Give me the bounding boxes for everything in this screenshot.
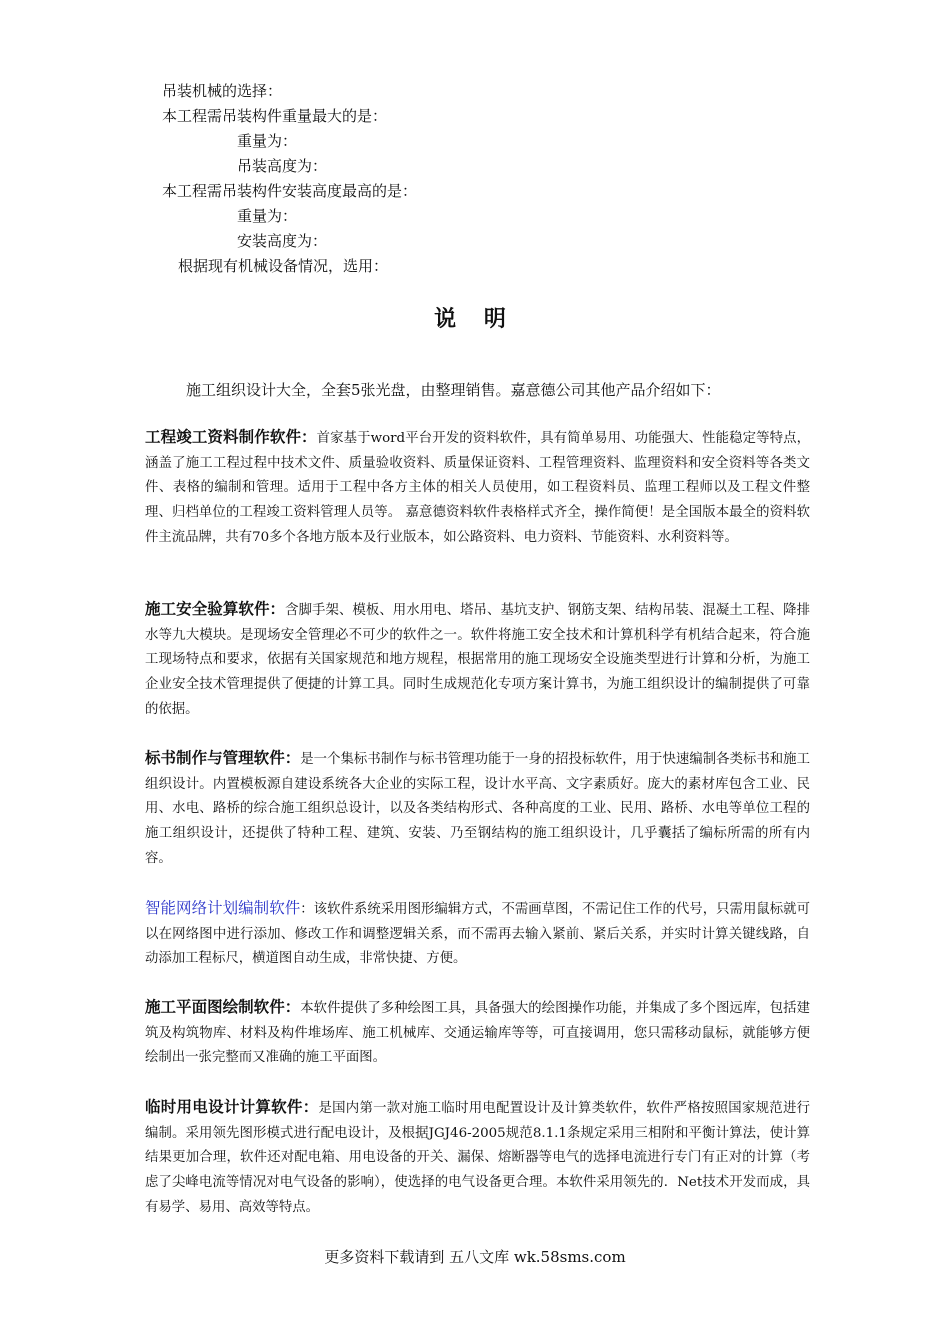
section-body: ：该软件系统采用图形编辑方式，不需画草图，不需记住工作的代号，只需用鼠标就可以在网络图中进行添加、修改工作和调整逻辑关系，而不需再去输入紧前、紧后关系，并实时计算关键线路，自动添加工程标尺，横道图自动生成，非常快捷、方便。 (145, 902, 810, 967)
section-body: 是一个集标书制作与标书管理功能于一身的招投标软件，用于快速编制各类标书和施工组织设计。内置模板源自建设系统各大企业的实际工程，设计水平高、文字素质好。庞大的素材库包含工业、民用、水电、路桥的综合施工组织总设计，以及各类结构形式、各种高度的工业、民用、路桥、水电等单位工程的施工组织设计，还提供了特种工程、建筑、安装、乃至钢结构的施工组织设计，几乎囊括了编标所需的所有内容。 (145, 752, 810, 866)
section-site-plan (145, 995, 810, 1071)
section-bid-docs (145, 746, 810, 872)
section-heading: 标书制作与管理软件： (145, 749, 301, 767)
section-heading: 施工平面图绘制软件： (145, 998, 301, 1016)
section-body: 本软件提供了多种绘图工具，具备强大的绘图操作功能，并集成了多个图远库，包括建筑及构筑物库、材料及构件堆场库、施工机械库、交通运输库等等，可直接调用，您只需移动鼠标，就能够方便绘制出一张完整而又准确的施工平面图。 (145, 1001, 810, 1066)
crane-line-5: 本工程需吊装构件安装高度最高的是： (162, 182, 418, 200)
section-heading: 工程竣工资料制作软件： (145, 428, 317, 446)
crane-line-1: 吊装机械的选择： (162, 82, 283, 100)
section-body: 是国内第一款对施工临时用电配置设计及计算类软件，软件严格按照国家规范进行编制。采用领先图形模式进行配电设计，及根据JGJ46-2005规范8.1.1条规定采用三相附和平衡计算法，使计算结果更加合理，软件还对配电箱、用电设备的开关、漏保、熔断器等电气的选择电流进行专门有正对的计算（考虑了尖峰电流等情况对电气设备的影响），使选择的电气设备更合理。本软件采用领先的．Net技术开发而成，具有易学、易用、高效等特点。 (145, 1101, 810, 1215)
page-footer: 更多资料下载请到 五八文库 wk.58sms.com (324, 1248, 626, 1266)
section-heading: 施工安全验算软件： (145, 600, 286, 618)
section-safety-calc (145, 597, 810, 723)
crane-line-7: 安装高度为： (237, 232, 328, 250)
intro-paragraph: 施工组织设计大全，全套5张光盘，由整理销售。嘉意德公司其他产品介绍如下： (186, 381, 721, 399)
crane-line-8: 根据现有机械设备情况，选用： (178, 257, 389, 275)
section-network-plan (145, 896, 810, 972)
crane-line-4: 吊装高度为： (237, 157, 328, 175)
crane-line-2: 本工程需吊装构件重量最大的是： (162, 107, 388, 125)
section-completion-docs (145, 425, 810, 551)
crane-line-3: 重量为： (237, 132, 298, 150)
section-heading: 智能网络计划编制软件 (145, 899, 301, 917)
section-heading: 临时用电设计计算软件： (145, 1098, 319, 1116)
section-body: 含脚手架、模板、用水用电、塔吊、基坑支护、钢筋支架、结构吊装、混凝土工程、降排水等九大模块。是现场安全管理必不可少的软件之一。软件将施工安全技术和计算机科学有机结合起来，符合施工现场特点和要求，依据有关国家规范和地方规程，根据常用的施工现场安全设施类型进行计算和分析，为施工企业安全技术管理提供了便捷的计算工具。同时生成规范化专项方案计算书，为施工组织设计的编制提供了可靠的依据。 (145, 603, 810, 717)
crane-line-6: 重量为： (237, 207, 298, 225)
section-temp-power (145, 1095, 810, 1221)
section-body: 首家基于word平台开发的资料软件，具有简单易用、功能强大、性能稳定等特点，涵盖了施工工程过程中技术文件、质量验收资料、质量保证资料、工程管理资料、监理资料和安全资料等各类文件、表格的编制和管理。适用于工程中各方主体的相关人员使用，如工程资料员、监理工程师以及工程文件整理、归档单位的工程竣工资料管理人员等。 嘉意德资料软件表格样式齐全，操作简便！是全国版本最全的资料软件主流品牌，共有70多个各地方版本及行业版本，如公路资料、电力资料、节能资料、水利资料等。 (145, 431, 810, 545)
page-title: 说 明 (434, 306, 516, 332)
